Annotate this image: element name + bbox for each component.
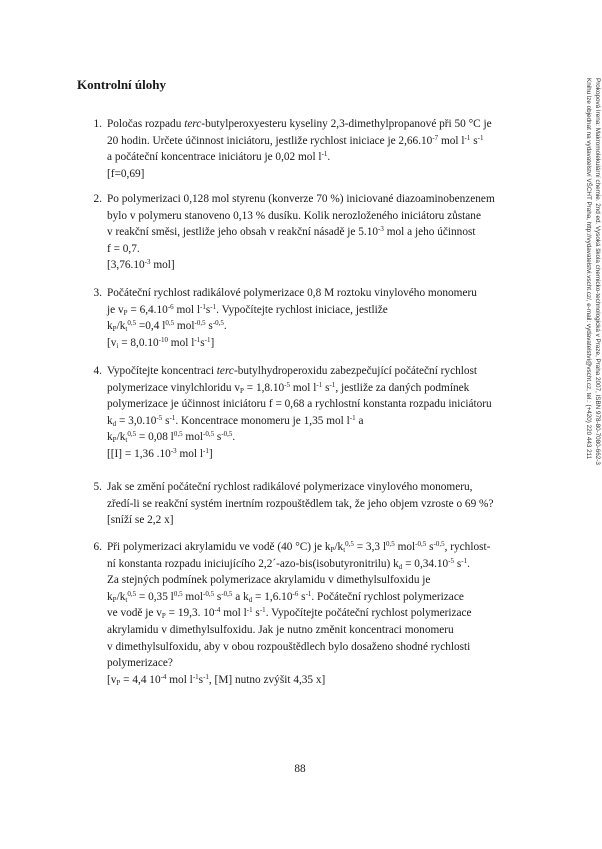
task-line: polymerizace vinylchloridu $v_P = 1,8.10^{-5}$ mol $l^{-1}$ $s^{-1}$, jestliže za daných podmínek xyxy=(107,380,470,395)
task-line: Při polymerizaci akrylamidu ve vodě (40 °C) je $k_P/k_t^{0,5} = 3,3$ $l^{0,5}$ mol$^{-0,5}$ $s^{-0,5}$, rychlost- xyxy=(107,540,491,554)
task-line: je $v_P = 6,4.10^{-6}$ mol $l^{-1}s^{-1}$. Vypočítejte rychlost iniciace, jestliže xyxy=(107,302,388,317)
task-line: [$v_i = 8,0.10^{-10}$ mol $l^{-1}s^{-1}$] xyxy=(107,335,215,350)
task-line: Vypočítejte koncentraci terc-butylhydroperoxidu zabezpečující počáteční rychlost xyxy=(107,365,478,377)
task-line: Počáteční rychlost radikálové polymerizace 0,8 M roztoku vinylového monomeru xyxy=(107,287,477,299)
task-body xyxy=(107,479,527,529)
task-body xyxy=(107,116,527,182)
side-note-line: Prokopová Irena: Makromolekulární chemie. 2nd ed. Vysoká škola chemicko-technologická v Praze, Praha 2007, ISBN 978-80-7080-662-3 xyxy=(594,78,601,465)
side-publication-note xyxy=(562,78,602,638)
task-line: $k_P/k_t^{0,5} =0,4$ $l^{0,5}$ mol$^{-0,5}$ $s^{-0,5}$. xyxy=(107,319,227,334)
task-line: polymerizace? xyxy=(107,657,173,670)
task-line: Jak se změní počáteční rychlost radikálové polymerizace vinylového monomeru, xyxy=(107,481,473,493)
task-line: polymerizace je účinnost iniciátoru f = 0,68 a rychlostní konstanta rozpadu iniciátoru xyxy=(107,398,492,411)
task-line: v dimethylsulfoxidu, aby v obou rozpouštědlech bylo dosaženo shodné rychlosti xyxy=(107,640,471,653)
task-line: Za stejných podmínek polymerizace akrylamidu v dimethylsulfoxidu je xyxy=(107,574,431,587)
task-line: $k_P/k_t^{0,5} = 0,35$ $l^{0,5}$ mol$^{-0,5}$ $s^{-0,5}$ a $k_d = 1,6.10^{-6}$ $s^{-1}$. Počáteční rychlost polymerizace xyxy=(107,589,464,604)
task-line: v reakční směsi, jestliže jeho obsah v reakční násadě je $5.10^{-3}$ mol a jeho účinnost xyxy=(107,225,476,239)
task-line: ve vodě je $v_P = 19,3$. $10^{-4}$ mol $l^{-1}$ $s^{-1}$. Vypočítejte počáteční rychlost polymerizace xyxy=(107,606,472,621)
task-body xyxy=(107,363,527,463)
task-line: [$3,76.10^{-3}$ mol] xyxy=(107,258,175,272)
task-line: $k_P/k_t^{0,5} = 0,08$ $l^{0,5}$ mol$^{-0,5}$ $s^{-0,5}$. xyxy=(107,430,236,445)
side-note-line: Knihu lze objednat na vydavatelství VŠCHT Praha, http://vydavatelstvi.vscht.cz/, e-mail: vydavatelstvi@vscht.cz, tel.: (+420) 220 443 211 xyxy=(585,78,592,460)
task-body xyxy=(107,191,527,274)
task-number: 4. xyxy=(93,365,102,377)
task-number: 6. xyxy=(93,541,102,553)
task-line: [f=0,69] xyxy=(107,167,145,180)
task-line: $k_d = 3,0.10^{-5}$ $s^{-1}$. Koncentrace monomeru je 1,35 mol $l^{-1}$ a xyxy=(107,413,364,428)
task-line: ní konstanta rozpadu iniciujícího 2,2´-azo-bis(isobutyronitrilu) $k_d = 0,34.10^{-5}$ $s^{-1}$. xyxy=(107,556,470,571)
task-line: bylo v polymeru stanoveno 0,13 % dusíku. Kolik nerozloženého iniciátoru zůstane xyxy=(107,209,481,222)
task-line: [[I] = 1,36 $.10^{-3}$ mol $l^{-1}$] xyxy=(107,446,213,460)
task-line: a počáteční koncentrace iniciátoru je 0,02 mol $l^{-1}$. xyxy=(107,150,331,164)
task-body xyxy=(107,285,527,351)
task-line: [sníží se 2,2 x] xyxy=(107,514,174,527)
task-line: Po polymerizaci 0,128 mol styrenu (konverze 70 %) iniciované diazoaminobenzenem xyxy=(107,193,495,205)
task-line: f = 0,7. xyxy=(107,242,140,255)
task-line: Poločas rozpadu terc-butylperoxyesteru kyseliny 2,3-dimethylpropanové při 50 °C je xyxy=(107,118,492,130)
task-number: 1. xyxy=(93,118,102,130)
task-line: zředí-li se reakční systém inertním rozpouštědlem tak, že jeho objem vzroste o 69 %? xyxy=(107,497,494,510)
task-line: [$v_P = 4,4$ $10^{-4}$ mol $l^{-1}s^{-1}$, [M] nutno zvýšit 4,35 x] xyxy=(107,672,326,687)
task-number: 3. xyxy=(93,287,102,299)
task-line: akrylamidu v dimethylsulfoxidu. Jak je nutno změnit koncentraci monomeru xyxy=(107,623,454,636)
task-body xyxy=(107,539,527,688)
task-number: 2. xyxy=(93,193,102,205)
task-number: 5. xyxy=(93,481,102,493)
section-heading: Kontrolní úlohy xyxy=(77,77,166,92)
task-line: 20 hodin. Určete účinnost iniciátoru, jestliže rychlost iniciace je $2,66.10^{-7}$ mol $l^{-1}$ $s^{-1}$ xyxy=(107,133,484,147)
page-number: 88 xyxy=(294,763,306,775)
